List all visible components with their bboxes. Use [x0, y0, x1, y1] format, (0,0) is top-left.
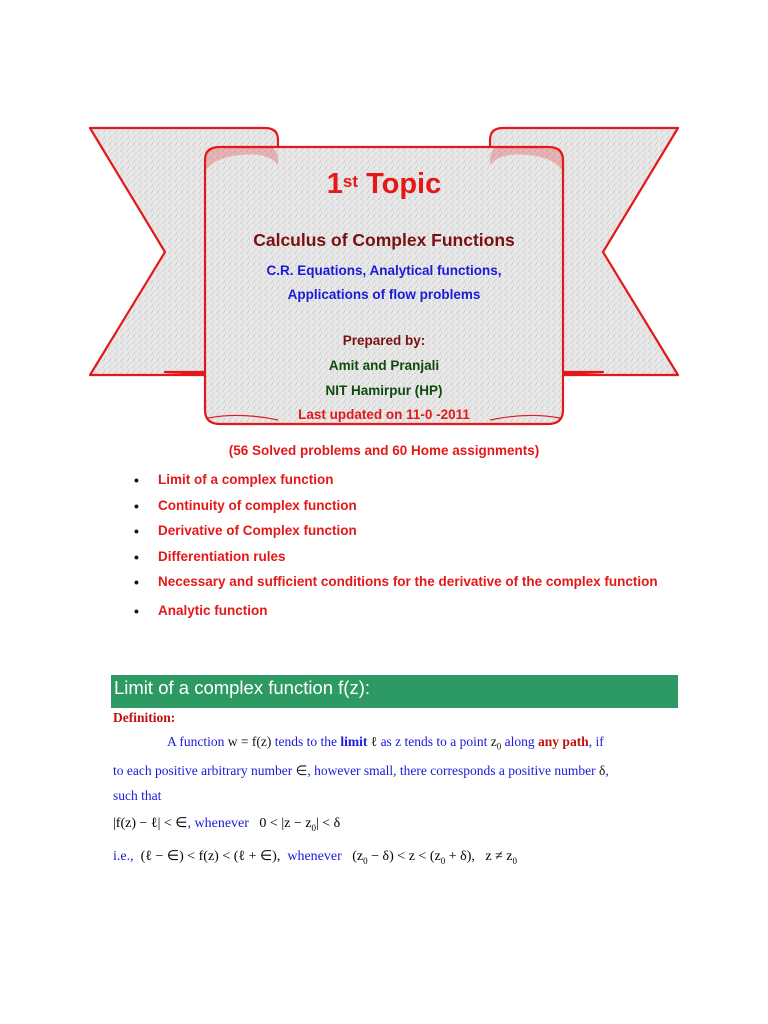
banner-topics-line1: C.R. Equations, Analytical functions, — [266, 263, 502, 278]
prepared-by-label: Prepared by: — [342, 333, 426, 348]
list-item: • Derivative of Complex function — [134, 523, 357, 539]
list-item: • Necessary and sufficient conditions for the derivative of the complex function — [134, 574, 658, 590]
definition-paragraph-line1: A function w = f(z) tends to the limit ℓ as z tends to a point $z_0$ along any path, if — [167, 734, 604, 752]
definition-paragraph-line2: to each positive arbitrary number ∈, however small, there corresponds a positive number δ, — [113, 763, 609, 778]
list-item: • Analytic function — [134, 603, 268, 619]
topic-title: 1st Topic — [326, 168, 442, 200]
topics-list — [112, 468, 676, 625]
definition-paragraph-line3: such that — [113, 788, 162, 803]
list-item: • Continuity of complex function — [134, 497, 357, 514]
authors: Amit and Pranjali — [328, 358, 440, 373]
limit-interval-equation: i.e., (ℓ − ∈) < f(z) < (ℓ + ∈), whenever $(z_0 - \delta) < z < (z_0 + \delta)$, $z \ne z_0$ — [113, 849, 517, 866]
ribbon-banner — [0, 0, 768, 440]
problems-summary: (56 Solved problems and 60 Home assignments) — [228, 443, 540, 458]
definition-label: Definition: — [113, 710, 176, 725]
banner-subtitle: Calculus of Complex Functions — [253, 230, 515, 250]
banner-topics-line2: Applications of flow problems — [287, 287, 481, 302]
last-updated: Last updated on 11-0 -2011 — [298, 407, 470, 422]
section-heading: Limit of a complex function f(z): — [114, 677, 371, 698]
list-item: • Differentiation rules — [134, 548, 286, 565]
limit-condition-equation: |f(z) − ℓ| < ∈, whenever $0 < |z - z_0| < \delta$ — [113, 816, 341, 833]
section-heading-bar — [111, 675, 678, 708]
list-item: • Limit of a complex function — [134, 472, 334, 488]
institute: NIT Hamirpur (HP) — [325, 383, 443, 398]
